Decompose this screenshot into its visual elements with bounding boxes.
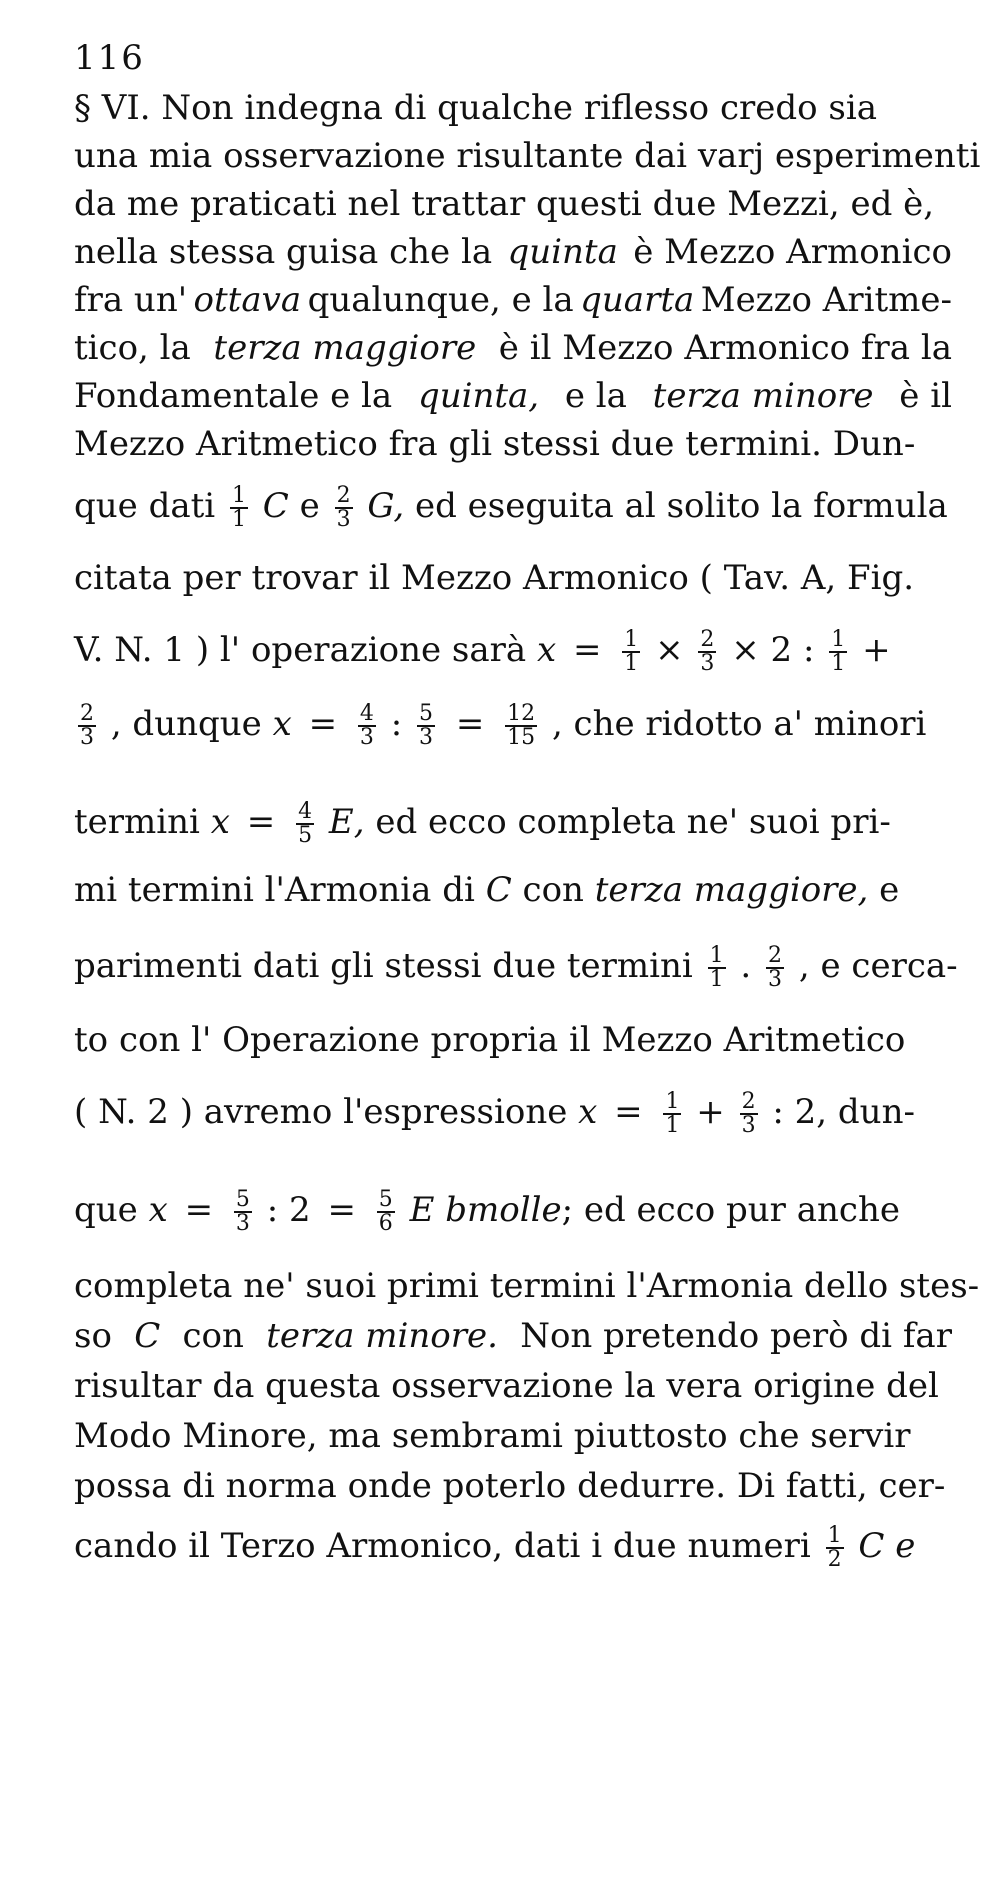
fraction: $\frac{2}{3}$: [741, 1089, 756, 1138]
text-line: parimenti dati gli stessi due termini $\frac{1}{1}$ . $\frac{2}{3}$ , e cerca-: [74, 943, 958, 992]
text-line: fra un' ottava qualunque, e la quarta Mezzo Aritme-: [74, 280, 952, 320]
fraction: $\frac{1}{1}$: [665, 1089, 680, 1138]
text-line: una mia osservazione risultante dai varj esperimenti: [74, 136, 981, 176]
fraction: $\frac{1}{1}$: [709, 943, 724, 992]
text-line: que x = $\frac{5}{3}$ : 2 = $\frac{5}{6}$ E bmolle; ed ecco pur anche: [74, 1187, 900, 1236]
fraction: $\frac{2}{3}$: [768, 943, 783, 992]
text-line: $\frac{2}{3}$ , dunque x = $\frac{4}{3}$ : $\frac{5}{3}$ = $\frac{12}{15}$ , che ridotto a' minori: [80, 701, 927, 750]
fraction: $\frac{1}{1}$: [624, 627, 639, 676]
fraction: $\frac{5}{3}$: [419, 701, 433, 750]
text-line: completa ne' suoi primi termini l'Armonia dello stes-: [74, 1266, 980, 1306]
text-line: so C con terza minore. Non pretendo però di far: [74, 1316, 952, 1356]
fraction: $\frac{4}{5}$: [298, 799, 313, 848]
fraction: $\frac{1}{2}$: [827, 1523, 842, 1572]
text-line: § VI. Non indegna di qualche riflesso credo sia: [74, 88, 878, 128]
fraction: $\frac{2}{3}$: [700, 627, 715, 676]
fraction: $\frac{1}{1}$: [831, 627, 846, 676]
text-line: Fondamentale e la quinta, e la terza minore è il: [74, 376, 952, 416]
fraction: $\frac{2}{3}$: [336, 483, 351, 532]
fraction: $\frac{1}{1}$: [231, 483, 246, 532]
fraction: $\frac{2}{3}$: [80, 701, 94, 750]
text-line: to con l' Operazione propria il Mezzo Aritmetico: [74, 1020, 906, 1060]
text-line: Modo Minore, ma sembrami piuttosto che servir: [74, 1416, 911, 1456]
text-line: ( N. 2 ) avremo l'espressione x = $\frac{1}{1}$ + $\frac{2}{3}$ : 2, dun-: [74, 1089, 915, 1138]
text-line: citata per trovar il Mezzo Armonico ( Tav. A, Fig.: [74, 558, 915, 598]
text-line: V. N. 1 ) l' operazione sarà x = $\frac{1}{1}$ × $\frac{2}{3}$ × 2 : $\frac{1}{1}$ +: [74, 627, 891, 676]
fraction: $\frac{12}{15}$: [507, 701, 536, 750]
text-line: da me praticati nel trattar questi due Mezzi, ed è,: [74, 184, 935, 224]
fraction: $\frac{5}{3}$: [235, 1187, 250, 1236]
text-line: mi termini l'Armonia di C con terza maggiore, e: [74, 870, 900, 910]
fraction: $\frac{5}{6}$: [378, 1187, 393, 1236]
text-line: que dati $\frac{1}{1}$ C e $\frac{2}{3}$ G, ed eseguita al solito la formula: [74, 483, 948, 532]
text-line: possa di norma onde poterlo dedurre. Di fatti, cer-: [74, 1466, 946, 1506]
text-line: termini x = $\frac{4}{5}$ E, ed ecco completa ne' suoi pri-: [74, 799, 891, 848]
text-line: Mezzo Aritmetico fra gli stessi due termini. Dun-: [74, 424, 916, 464]
fraction: $\frac{4}{3}$: [359, 701, 374, 750]
text-line: tico, la terza maggiore è il Mezzo Armonico fra la: [74, 328, 952, 368]
text-line: risultar da questa osservazione la vera origine del: [74, 1366, 939, 1406]
text-line: cando il Terzo Armonico, dati i due numeri $\frac{1}{2}$ C e: [74, 1523, 916, 1572]
page-number: 116: [74, 38, 145, 78]
text-line: nella stessa guisa che la quinta è Mezzo Armonico: [74, 232, 952, 272]
